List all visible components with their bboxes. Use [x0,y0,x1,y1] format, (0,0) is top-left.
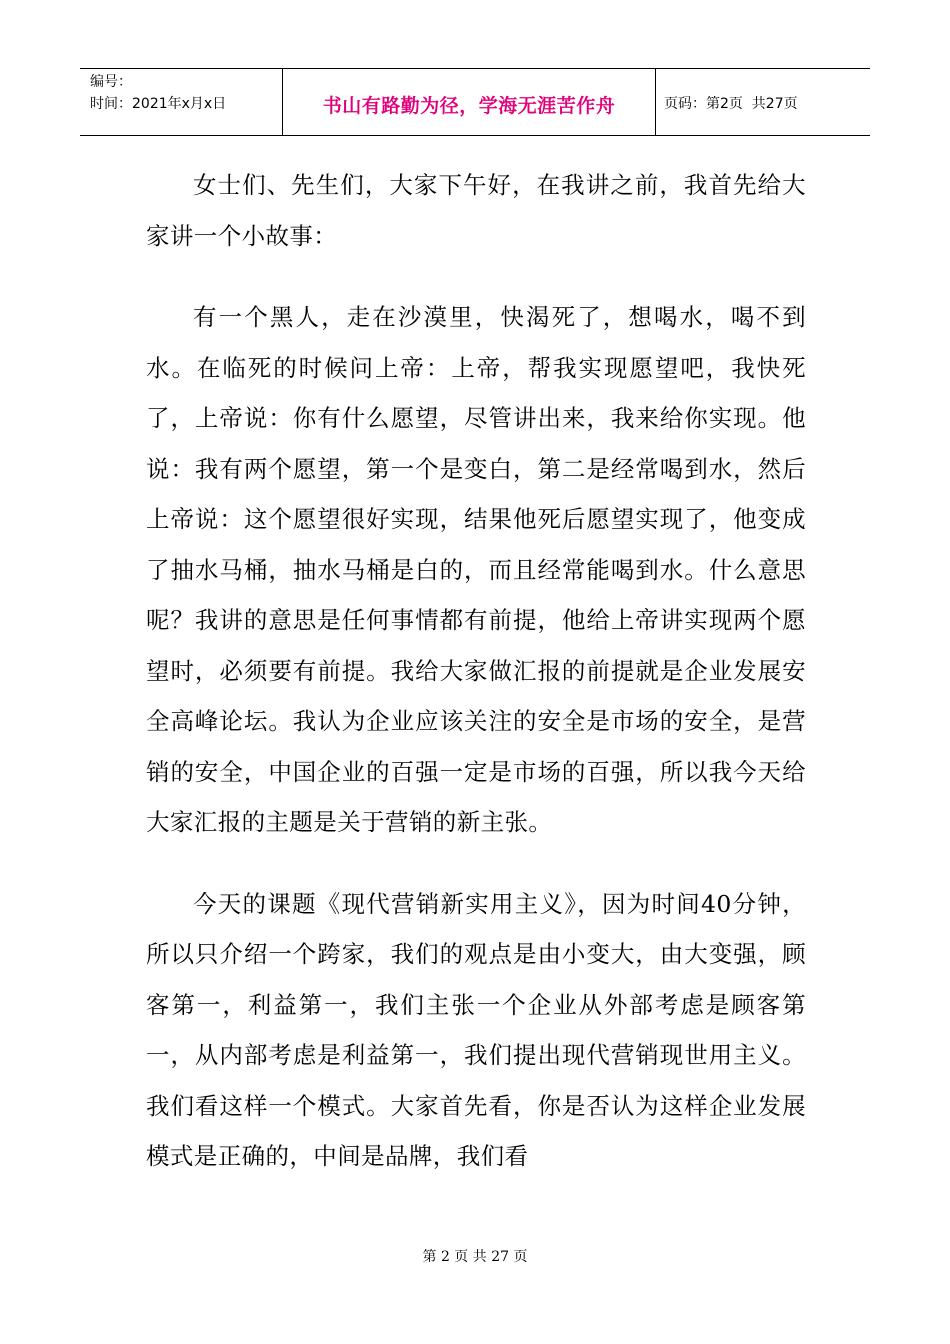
document-time-label: 时间：2021年x月x日 [90,96,227,112]
paragraph: 女士们、先生们，大家下午好，在我讲之前，我首先给大家讲一个小故事： [146,171,806,250]
page-footer [0,1246,950,1266]
header-motto-cell [282,69,656,135]
header-page-label: 页码：第2页 共27页 [664,96,798,112]
paragraph: 今天的课题《现代营销新实用主义》，因为时间40分钟，所以只介绍一个跨家，我们的观点是由小变大，由大变强，顾客第一，利益第一，我们主张一个企业从外部考虑是顾客第一，从内部考虑是利益第一，我们提出现代营销现世用主义。我们看这样一个模式。大家首先看，你是否认为这样企业发展模式是正确的，中间是品牌，我们看 [146,889,806,1170]
footer-page-number: 第 2 页 共 27 页 [422,1249,528,1265]
header-meta [80,69,282,135]
document-number-label: 编号： [90,74,132,90]
header-page-cell [656,69,870,135]
document-header [80,68,870,136]
document-body [146,160,806,1182]
paragraph: 有一个黑人，走在沙漠里，快渴死了，想喝水，喝不到水。在临死的时候问上帝：上帝，帮我实现愿望吧，我快死了，上帝说：你有什么愿望，尽管讲出来，我来给你实现。他说：我有两个愿望，第一个是变白，第二是经常喝到水，然后上帝说：这个愿望很好实现，结果他死后愿望实现了，他变成了抽水马桶，抽水马桶是白的，而且经常能喝到水。什么意思呢？我讲的意思是任何事情都有前提，他给上帝讲实现两个愿望时，必须要有前提。我给大家做汇报的前提就是企业发展安全高峰论坛。我认为企业应该关注的安全是市场的安全，是营销的安全，中国企业的百强一定是市场的百强，所以我今天给大家汇报的主题是关于营销的新主张。 [146,303,806,836]
header-motto: 书山有路勤为径，学海无涯苦作舟 [322,94,616,117]
